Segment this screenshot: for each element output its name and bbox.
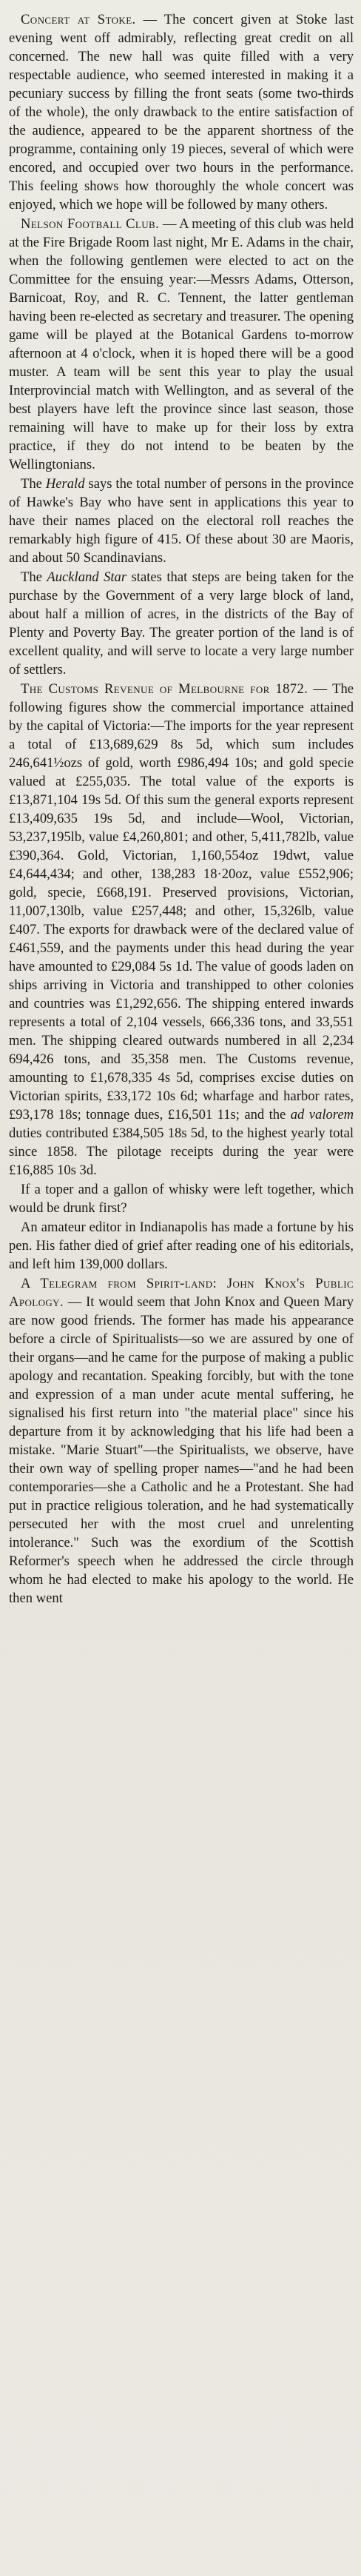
article-body: — The concert given at Stoke last evening went off admirably, reflecting great credit on all concerned. The new hall was quite filled with a very respectable audience, who seemed interested in making it a pecuniary success by filling the front seats (some two-thirds of the whole), the only drawback to the entire satisfaction of the audience, appeared to be the apparent shortness of the programme, containing only 19 pieces, several of which were encored, and occupied over two hours in the performance. This feeling shows how thoroughly the whole concert was enjoyed, which we hope will be followed by many others. — [9, 12, 354, 213]
newspaper-name: Auckland Star — [47, 569, 127, 585]
article-herald-electoral-roll — [9, 475, 354, 567]
article-heading: Nelson Football Club. — [21, 216, 160, 232]
article-customs-revenue-melbourne — [9, 680, 354, 1180]
article-heading: The Customs Revenue of Melbourne for 1872. — [21, 681, 308, 697]
article-body-tail: duties contributed £384,505 18s 5d, to the highest yearly total since 1858. The pilotage receipts during the year were £16,885 10s 3d. — [9, 1125, 354, 1178]
article-italic-phrase: ad valorem — [290, 1107, 354, 1123]
article-amateur-editor — [9, 1218, 354, 1274]
article-concert-at-stoke — [9, 10, 354, 214]
article-body: states that steps are being taken for the purchase by the Government of a very large block of land, about half a million of acres, in the districts of the Bay of Plenty and Poverty Bay. The greater portion of the land is of excellent quality, and will serve to locate a very large number of settlers. — [9, 569, 354, 678]
article-toper-whisky — [9, 1180, 354, 1217]
newspaper-name: Herald — [45, 476, 85, 492]
article-telegram-spirit-land — [9, 1274, 354, 1608]
article-body: — It would seem that John Knox and Queen Mary are now good friends. The former has made his appearance before a circle of Spiritualists—so we are assured by one of their organs—and he came for the purpose of making a public apology and recantation. Speaking forcibly, but with the tone and expression of a man under acute mental suffering, he signalised his first return into "the material place" since his departure from it by acknowledging that his life had been a mistake. "Marie Stuart"—the Spiritualists, we observe, have their own way of spelling proper names—"and he had been contemporaries—she a Catholic and he a Protestant. She had put in practice religious toleration, and he had systematically persecuted her with the most cruel and unrelenting intolerance." Such was the exordium of the Scottish Reformer's speech when he addressed the circle through whom he had elected to make his apology to the world. He then went — [9, 1294, 354, 1606]
article-body: says the total number of persons in the province of Hawke's Bay who have sent in applications this year to have their names placed on the electoral roll reaches the remarkably high figure of 415. Of these about 30 are Maoris, and about 50 Scandinavians. — [9, 476, 354, 566]
article-auckland-star-land — [9, 568, 354, 679]
article-lead: The — [21, 569, 47, 585]
article-lead: The — [21, 476, 46, 492]
article-body: If a toper and a gallon of whisky were left together, which would be drunk first? — [9, 1182, 354, 1216]
article-nelson-football-club — [9, 215, 354, 474]
article-body: — A meeting of this club was held at the Fire Brigade Room last night, Mr E. Adams in the chair, when the following gentlemen were elected to act on the Committee for the ensuing year:—Messrs Adams, Otterson, Barnicoat, Roy, and R. C. Tennent, the latter gentleman having been re-elected as secretary and treasurer. The opening game will be played at the Botanical Gardens to-morrow afternoon at 4 o'clock, when it is hoped there will be a good muster. A team will be sent this year to play the usual Interprovincial match with Wellington, and as several of the best players have left the province since last season, those remaining will have to make up for their loss by extra practice, if they do not intend to be beaten by the Wellingtonians. — [9, 216, 354, 472]
article-heading: Concert at Stoke. — [21, 12, 136, 27]
article-body: — The following figures show the commercial importance attained by the capital of Victoria:—The imports for the year represent a total of £13,689,629 8s 5d, which sum includes 246,641½ozs of gold, worth £986,494 10s; and gold specie valued at £255,035. The total value of the exports is £13,871,104 19s 5d. Of this sum the general exports represent £13,409,635 19s 5d, and include—Wool, Victorian, 53,237,195lb, value £4,260,801; and other, 5,411,782lb, value £390,364. Gold, Victorian, 1,160,554oz 19dwt, value £4,644,434; and other, 138,283 18·20oz, value £552,906; gold, specie, £668,191. Preserved provisions, Victorian, 11,007,130lb, value £257,448; and other, 15,326lb, value £407. The exports for drawback were of the declared value of £461,559, and the payments under this head during the year have amounted to £29,084 5s 1d. The value of goods laden on ships arriving in Victoria and transhipped to other colonies and countries was £1,292,656. The shipping entered inwards represents a total of 2,104 vessels, 666,336 tons, and 33,551 men. The shipping cleared outwards numbered in all 2,234 694,426 tons, and 35,358 men. The Customs revenue, amounting to £1,678,335 4s 5d, comprises excise duties on Victorian spirits, £33,172 10s 6d; wharfage and harbor rates, £93,178 18s; tonnage dues, £16,501 11s; and the — [9, 681, 354, 1123]
article-body: An amateur editor in Indianapolis has made a fortune by his pen. His father died of grief after reading one of his editorials, and left him 139,000 dollars. — [9, 1220, 354, 1272]
article-heading: A Telegram from Spirit-land: John Knox's Public Apology. — [9, 1276, 354, 1310]
